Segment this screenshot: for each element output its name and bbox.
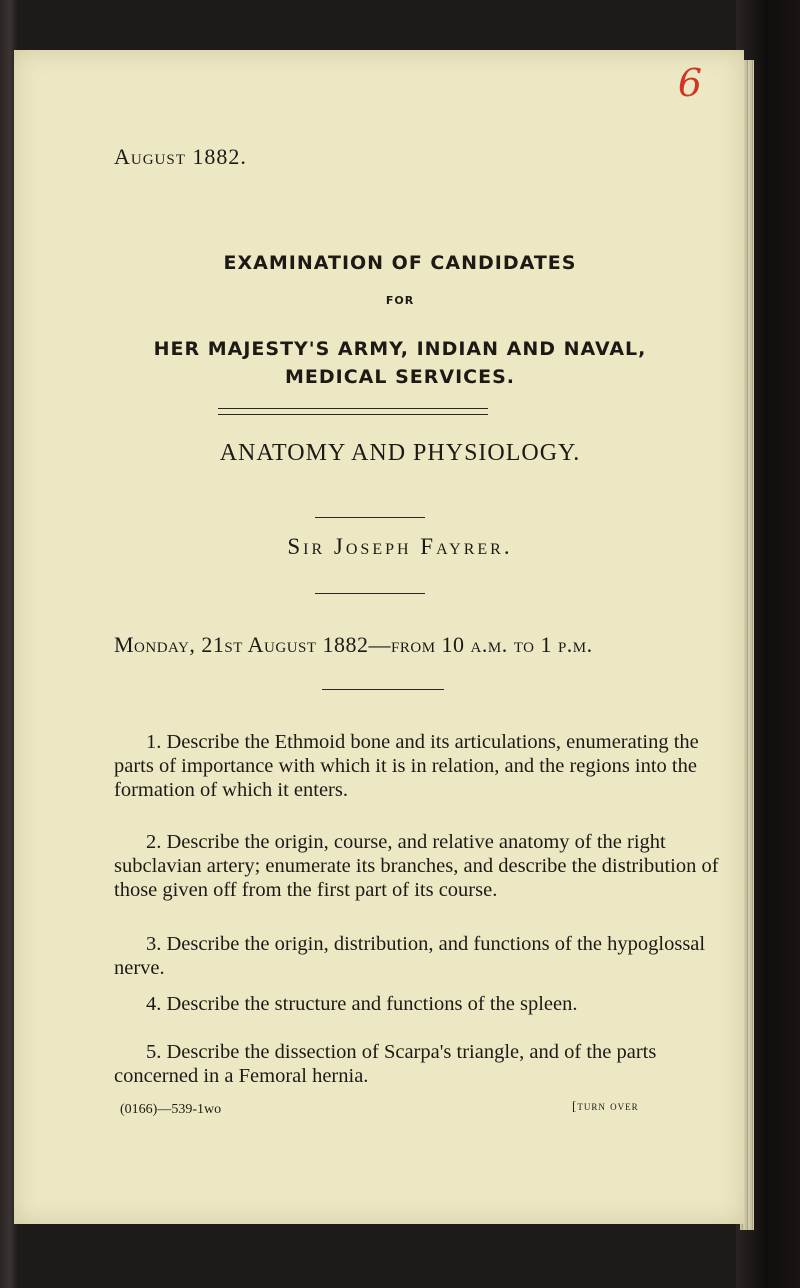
question-text: 5. Describe the dissection of Scarpa's triangle, and of the parts concerned in a Femoral hernia. — [114, 1041, 657, 1087]
question-5 — [114, 1040, 724, 1088]
examiner-name: Sir Joseph Fayrer. — [287, 534, 513, 559]
rule-divider-2 — [315, 593, 425, 594]
question-text: 4. Describe the structure and functions of the spleen. — [146, 993, 578, 1015]
print-code: (0166)—539-1wo — [120, 1102, 222, 1117]
exam-date: August 1882. — [114, 144, 247, 169]
double-rule-divider — [218, 408, 488, 415]
question-3 — [114, 932, 724, 980]
heading-for: FOR — [385, 294, 415, 307]
question-4 — [114, 992, 724, 1016]
handwritten-folio-number: 6 — [677, 61, 703, 105]
heading-line-2: HER MAJESTY'S ARMY, INDIAN AND NAVAL, — [153, 338, 647, 360]
question-2 — [114, 830, 724, 902]
question-text: 3. Describe the origin, distribution, and functions of the hypoglossal nerve. — [114, 933, 706, 979]
rule-divider-3 — [322, 689, 444, 690]
heading-line-3: MEDICAL SERVICES. — [285, 366, 515, 388]
exam-subject: ANATOMY AND PHYSIOLOGY. — [219, 440, 581, 466]
exam-session: Monday, 21st August 1882—from 10 a.m. to 1 p.m. — [114, 632, 593, 657]
heading-line-1: EXAMINATION OF CANDIDATES — [223, 252, 577, 274]
question-text: 2. Describe the origin, course, and relative anatomy of the right subclavian artery; enumerate its branches, and describe the distribution of those given off from the first part of its course. — [114, 831, 719, 901]
rule-divider-1 — [315, 517, 425, 518]
question-1 — [114, 730, 724, 802]
turn-over-note: [turn over — [572, 1098, 639, 1113]
question-text: 1. Describe the Ethmoid bone and its articulations, enumerating the parts of importance with which it is in relation, and the regions into the formation of which it enters. — [114, 731, 699, 801]
